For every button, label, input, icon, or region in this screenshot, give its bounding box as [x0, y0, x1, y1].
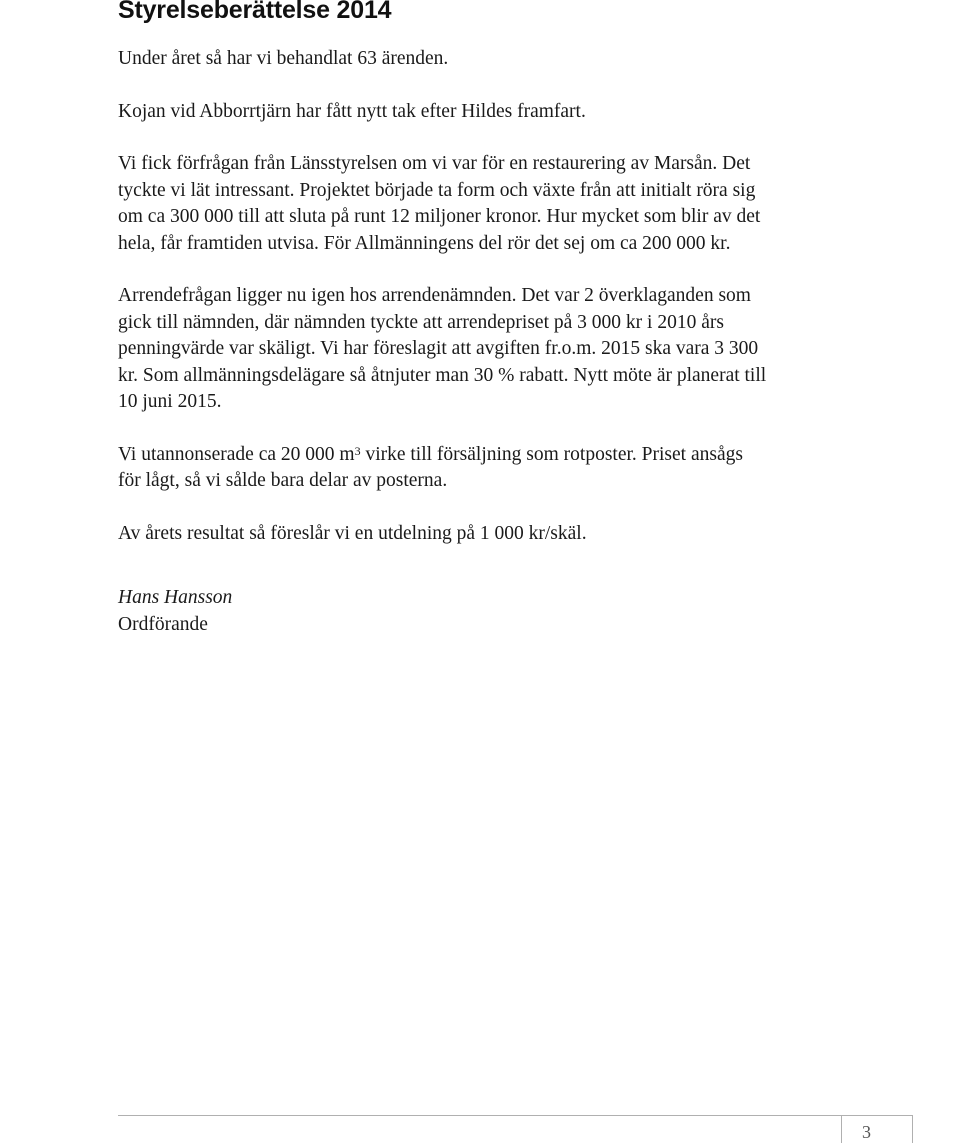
- superscript: 3: [354, 443, 361, 458]
- text-line: om ca 300 000 till att sluta på runt 12 miljoner kronor. Hur mycket som blir av det: [118, 206, 761, 227]
- text-line: penningvärde var skäligt. Vi har föreslagit att avgiften fr.o.m. 2015 ska vara 3 300: [118, 338, 759, 359]
- text-line: Kojan vid Abborrtjärn har fått nytt tak efter Hildes framfart.: [118, 100, 586, 122]
- paragraph-timber: [118, 442, 858, 495]
- text-line: kr. Som allmänningsdelägare så åtnjuter man 30 % rabatt. Nytt möte är planerat till: [118, 364, 767, 386]
- paragraph-dividend: [118, 521, 858, 548]
- signature-name: Hans Hansson: [118, 587, 233, 608]
- footer-divider: [118, 1115, 841, 1116]
- text-fragment: Vi utannonserade ca 20 000 m: [118, 443, 355, 465]
- text-line: för lågt, så vi sålde bara delar av posterna.: [118, 470, 448, 491]
- paragraph-lease: [118, 283, 858, 416]
- page-number: 3: [862, 1122, 871, 1142]
- paragraph-restoration: [118, 151, 858, 257]
- paragraph-cabin: [118, 99, 858, 126]
- text-line: Av årets resultat så föreslår vi en utdelning på 1 000 kr/skäl.: [118, 522, 587, 544]
- text-line: gick till nämnden, där nämnden tyckte att arrendepriset på 3 000 kr i 2010 års: [118, 311, 724, 333]
- document-body: [118, 46, 858, 573]
- text-line: [118, 442, 858, 469]
- signature-role: Ordförande: [118, 613, 208, 635]
- paragraph-cases: [118, 46, 858, 73]
- signature-block: [118, 585, 232, 638]
- document-title: Styrelseberättelse 2014: [118, 0, 392, 24]
- text-line: Vi fick förfrågan från Länsstyrelsen om vi var för en restaurering av Marsån. Det: [118, 153, 751, 174]
- text-line: Arrendefrågan ligger nu igen hos arrendenämnden. Det var 2 överklaganden som: [118, 285, 751, 306]
- text-line: tyckte vi lät intressant. Projektet började ta form och växte från att initialt röra sig: [118, 179, 756, 201]
- text-line: 10 juni 2015.: [118, 391, 222, 412]
- text-line: Under året så har vi behandlat 63 ärenden.: [118, 48, 449, 69]
- text-line: hela, får framtiden utvisa. För Allmänningens del rör det sej om ca 200 000 kr.: [118, 232, 731, 254]
- text-fragment: virke till försäljning som rotposter. Priset ansågs: [360, 443, 743, 465]
- page-number-box: [841, 1115, 913, 1143]
